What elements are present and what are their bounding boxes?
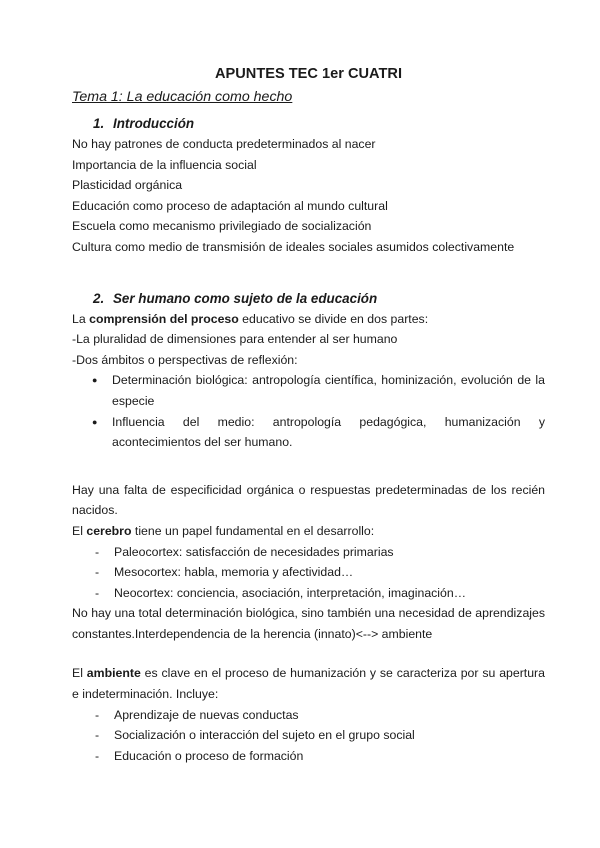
paragraph [72,309,545,330]
text-segment: tiene un papel fundamental en el desarrollo: [131,523,375,538]
document-title: APUNTES TEC 1er CUATRI [214,66,403,82]
bold-text-segment: cerebro [86,523,132,538]
dash-marker: - [95,585,100,600]
paragraph [72,663,545,704]
dash-marker: - [95,565,100,580]
text-segment: es clave en el proceso de humanización y se caracteriza por su apertura e indeterminación. Incluye: [72,666,545,702]
list-item-text: Paleocortex: satisfacción de necesidades primarias [114,544,394,559]
intro-line: No hay patrones de conducta predeterminados al nacer [72,137,376,151]
dash-list [95,705,545,767]
section-2-title: Ser humano como sujeto de la educación [113,290,378,306]
bullet-marker: ● [92,416,98,427]
dash-marker: - [95,544,100,559]
list-item-text: Socialización o interacción del sujeto en el grupo social [114,728,415,743]
bold-text-segment: ambiente [86,666,141,681]
list-item [95,725,545,746]
section-1-number: 1. [93,116,105,131]
dash-marker: - [95,748,100,763]
dash-list [95,542,545,604]
intro-line: Escuela como mecanismo privilegiado de socialización [72,219,372,234]
list-item [95,705,545,726]
text-segment: La [72,311,90,326]
list-item [92,370,545,411]
intro-line: Educación como proceso de adaptación al mundo cultural [72,198,388,213]
bold-text-segment: comprensión del proceso [89,311,239,326]
list-item-text: Influencia del medio: antropología pedagógica, humanización y acontecimientos del ser humano. [112,414,545,450]
paragraph [72,521,545,542]
section-2-heading [72,288,545,309]
list-item [92,412,545,453]
bullet-marker: ● [92,375,98,386]
paragraph: Hay una falta de especificidad orgánica o respuestas predeterminadas de los recién nacidos. [72,482,545,518]
dash-marker: - [95,707,100,722]
list-item-text: Mesocortex: habla, memoria y afectividad… [114,565,354,580]
intro-line: Cultura como medio de transmisión de ideales sociales asumidos colectivamente [72,239,515,254]
list-item-text: Determinación biológica: antropología científica, hominización, evolución de la especie [112,373,545,408]
list-item-text: Educación o proceso de formación [114,748,304,763]
list-item [95,542,545,563]
section-2-number: 2. [93,290,105,306]
list-item-text: Neocortex: conciencia, asociación, interpretación, imaginación… [114,585,467,600]
dash-line: -La pluralidad de dimensiones para entender al ser humano [72,332,398,347]
paragraph: No hay una total determinación biológica, sino también una necesidad de aprendizajes constantes.Interdependencia de la herencia (innato)<--> ambiente [72,606,545,641]
text-segment: El [72,523,87,538]
bullet-list [92,370,545,452]
intro-line: Plasticidad orgánica [72,178,183,193]
list-item [95,746,545,767]
intro-line: Importancia de la influencia social [72,157,257,172]
dash-marker: - [95,728,100,743]
list-item [95,583,545,604]
section-1-heading [72,113,545,134]
tema-heading: Tema 1: La educación como hecho [72,89,293,105]
list-item-text: Aprendizaje de nuevas conductas [114,707,299,722]
dash-line: -Dos ámbitos o perspectivas de reflexión: [72,352,298,367]
text-segment: El [72,666,87,681]
list-item [95,562,545,583]
section-1-title: Introducción [113,116,195,131]
text-segment: educativo se divide en dos partes: [238,311,429,326]
